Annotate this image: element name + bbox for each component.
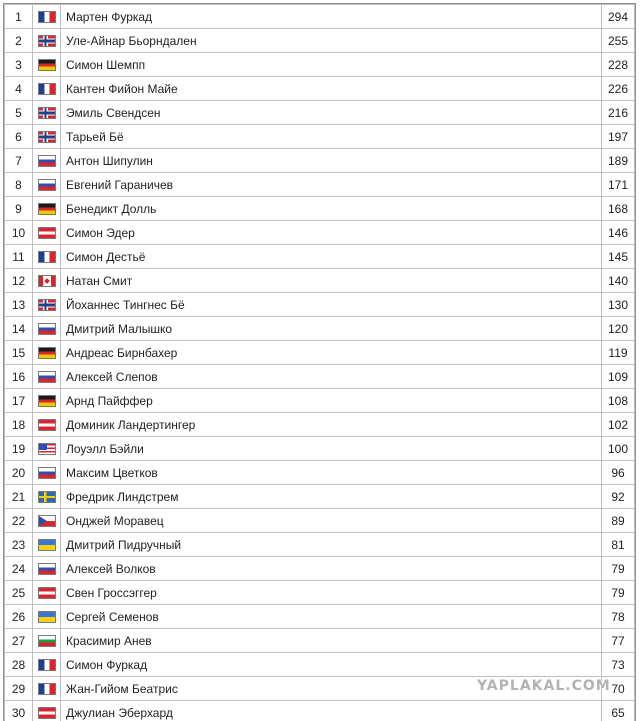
flag-russia-icon bbox=[38, 155, 56, 167]
athlete-name-cell: Свен Гроссэггер bbox=[61, 581, 602, 605]
athlete-name-cell: Уле-Айнар Бьорндален bbox=[61, 29, 602, 53]
table-row bbox=[5, 53, 635, 77]
flag-cell bbox=[33, 701, 61, 721]
rank-cell: 29 bbox=[5, 677, 33, 701]
flag-cell bbox=[33, 677, 61, 701]
flag-france-icon bbox=[38, 251, 56, 263]
flag-france-icon bbox=[38, 683, 56, 695]
athlete-name-cell: Онджей Моравец bbox=[61, 509, 602, 533]
rank-cell: 26 bbox=[5, 605, 33, 629]
flag-cell bbox=[33, 341, 61, 365]
points-cell: 65 bbox=[602, 701, 635, 721]
rank-cell: 11 bbox=[5, 245, 33, 269]
flag-cell bbox=[33, 125, 61, 149]
flag-russia-icon bbox=[38, 371, 56, 383]
rank-cell: 15 bbox=[5, 341, 33, 365]
athlete-name-cell: Эмиль Свендсен bbox=[61, 101, 602, 125]
flag-cell bbox=[33, 581, 61, 605]
site-watermark: YAPLAKAL.COM bbox=[477, 678, 611, 694]
athlete-name-cell: Симон Фуркад bbox=[61, 653, 602, 677]
flag-cell bbox=[33, 77, 61, 101]
points-cell: 168 bbox=[602, 197, 635, 221]
table-row bbox=[5, 533, 635, 557]
athlete-name-cell: Тарьей Бё bbox=[61, 125, 602, 149]
rank-cell: 21 bbox=[5, 485, 33, 509]
points-cell: 130 bbox=[602, 293, 635, 317]
rank-cell: 12 bbox=[5, 269, 33, 293]
points-cell: 216 bbox=[602, 101, 635, 125]
rank-cell: 1 bbox=[5, 5, 33, 29]
points-cell: 78 bbox=[602, 605, 635, 629]
rank-cell: 20 bbox=[5, 461, 33, 485]
rank-cell: 28 bbox=[5, 653, 33, 677]
flag-cell bbox=[33, 605, 61, 629]
points-cell: 79 bbox=[602, 581, 635, 605]
flag-usa-icon bbox=[38, 443, 56, 455]
table-row bbox=[5, 269, 635, 293]
table-row bbox=[5, 341, 635, 365]
table-row bbox=[5, 437, 635, 461]
table-row bbox=[5, 581, 635, 605]
table-row bbox=[5, 557, 635, 581]
table-row bbox=[5, 77, 635, 101]
table-row bbox=[5, 293, 635, 317]
flag-cell bbox=[33, 629, 61, 653]
flag-cell bbox=[33, 365, 61, 389]
table-row bbox=[5, 389, 635, 413]
flag-norway-icon bbox=[38, 299, 56, 311]
flag-austria-icon bbox=[38, 707, 56, 719]
table-row bbox=[5, 125, 635, 149]
flag-germany-icon bbox=[38, 59, 56, 71]
table-row bbox=[5, 101, 635, 125]
athlete-name-cell: Красимир Анев bbox=[61, 629, 602, 653]
points-cell: 146 bbox=[602, 221, 635, 245]
flag-cell bbox=[33, 221, 61, 245]
table-row bbox=[5, 365, 635, 389]
rank-cell: 6 bbox=[5, 125, 33, 149]
points-cell: 79 bbox=[602, 557, 635, 581]
points-cell: 108 bbox=[602, 389, 635, 413]
flag-france-icon bbox=[38, 659, 56, 671]
table-row bbox=[5, 149, 635, 173]
athlete-name-cell: Фредрик Линдстрем bbox=[61, 485, 602, 509]
table-row bbox=[5, 413, 635, 437]
points-cell: 100 bbox=[602, 437, 635, 461]
rank-cell: 2 bbox=[5, 29, 33, 53]
rank-cell: 14 bbox=[5, 317, 33, 341]
athlete-name-cell: Антон Шипулин bbox=[61, 149, 602, 173]
flag-cell bbox=[33, 413, 61, 437]
points-cell: 81 bbox=[602, 533, 635, 557]
flag-cell bbox=[33, 149, 61, 173]
flag-germany-icon bbox=[38, 347, 56, 359]
flag-czech-icon bbox=[38, 515, 56, 527]
flag-cell bbox=[33, 5, 61, 29]
rank-cell: 4 bbox=[5, 77, 33, 101]
points-cell: 96 bbox=[602, 461, 635, 485]
rank-cell: 13 bbox=[5, 293, 33, 317]
athlete-name-cell: Андреас Бирнбахер bbox=[61, 341, 602, 365]
athlete-name-cell: Жан-Гийом Беатрис bbox=[61, 677, 602, 701]
flag-austria-icon bbox=[38, 587, 56, 599]
table-row bbox=[5, 701, 635, 721]
points-cell: 294 bbox=[602, 5, 635, 29]
points-cell: 255 bbox=[602, 29, 635, 53]
athlete-name-cell: Симон Шемпп bbox=[61, 53, 602, 77]
flag-germany-icon bbox=[38, 395, 56, 407]
flag-cell bbox=[33, 389, 61, 413]
flag-cell bbox=[33, 269, 61, 293]
athlete-name-cell: Симон Эдер bbox=[61, 221, 602, 245]
points-cell: 197 bbox=[602, 125, 635, 149]
flag-cell bbox=[33, 173, 61, 197]
flag-cell bbox=[33, 29, 61, 53]
points-cell: 145 bbox=[602, 245, 635, 269]
rank-cell: 5 bbox=[5, 101, 33, 125]
flag-ukraine-icon bbox=[38, 611, 56, 623]
points-cell: 92 bbox=[602, 485, 635, 509]
table-row bbox=[5, 629, 635, 653]
table-row bbox=[5, 317, 635, 341]
rank-cell: 25 bbox=[5, 581, 33, 605]
flag-cell bbox=[33, 653, 61, 677]
flag-sweden-icon bbox=[38, 491, 56, 503]
flag-russia-icon bbox=[38, 563, 56, 575]
table-row bbox=[5, 29, 635, 53]
rank-cell: 3 bbox=[5, 53, 33, 77]
athlete-name-cell: Дмитрий Малышко bbox=[61, 317, 602, 341]
points-cell: 109 bbox=[602, 365, 635, 389]
flag-cell bbox=[33, 53, 61, 77]
rank-cell: 8 bbox=[5, 173, 33, 197]
rank-cell: 27 bbox=[5, 629, 33, 653]
athlete-name-cell: Доминик Ландертингер bbox=[61, 413, 602, 437]
standings-table bbox=[4, 4, 635, 721]
flag-cell bbox=[33, 245, 61, 269]
standings-table-body bbox=[5, 5, 635, 721]
athlete-name-cell: Джулиан Эберхард bbox=[61, 701, 602, 721]
rank-cell: 16 bbox=[5, 365, 33, 389]
flag-cell bbox=[33, 437, 61, 461]
table-row bbox=[5, 509, 635, 533]
points-cell: 140 bbox=[602, 269, 635, 293]
rank-cell: 9 bbox=[5, 197, 33, 221]
flag-austria-icon bbox=[38, 227, 56, 239]
athlete-name-cell: Евгений Гараничев bbox=[61, 173, 602, 197]
points-cell: 171 bbox=[602, 173, 635, 197]
table-row bbox=[5, 245, 635, 269]
points-cell: 120 bbox=[602, 317, 635, 341]
points-cell: 70 bbox=[602, 677, 635, 701]
flag-cell bbox=[33, 485, 61, 509]
flag-cell bbox=[33, 197, 61, 221]
flag-austria-icon bbox=[38, 419, 56, 431]
standings-table-container bbox=[3, 3, 636, 721]
rank-cell: 7 bbox=[5, 149, 33, 173]
rank-cell: 23 bbox=[5, 533, 33, 557]
flag-norway-icon bbox=[38, 131, 56, 143]
rank-cell: 19 bbox=[5, 437, 33, 461]
points-cell: 102 bbox=[602, 413, 635, 437]
rank-cell: 10 bbox=[5, 221, 33, 245]
table-row bbox=[5, 173, 635, 197]
athlete-name-cell: Алексей Волков bbox=[61, 557, 602, 581]
athlete-name-cell: Максим Цветков bbox=[61, 461, 602, 485]
athlete-name-cell: Сергей Семенов bbox=[61, 605, 602, 629]
points-cell: 226 bbox=[602, 77, 635, 101]
table-row bbox=[5, 605, 635, 629]
athlete-name-cell: Симон Дестьё bbox=[61, 245, 602, 269]
athlete-name-cell: Мартен Фуркад bbox=[61, 5, 602, 29]
points-cell: 73 bbox=[602, 653, 635, 677]
table-row bbox=[5, 221, 635, 245]
rank-cell: 30 bbox=[5, 701, 33, 721]
athlete-name-cell: Бенедикт Долль bbox=[61, 197, 602, 221]
flag-norway-icon bbox=[38, 107, 56, 119]
flag-germany-icon bbox=[38, 203, 56, 215]
flag-bulgaria-icon bbox=[38, 635, 56, 647]
points-cell: 89 bbox=[602, 509, 635, 533]
flag-cell bbox=[33, 461, 61, 485]
table-row bbox=[5, 5, 635, 29]
flag-canada-icon bbox=[38, 275, 56, 287]
points-cell: 119 bbox=[602, 341, 635, 365]
athlete-name-cell: Дмитрий Пидручный bbox=[61, 533, 602, 557]
flag-cell bbox=[33, 293, 61, 317]
points-cell: 189 bbox=[602, 149, 635, 173]
flag-france-icon bbox=[38, 83, 56, 95]
points-cell: 77 bbox=[602, 629, 635, 653]
rank-cell: 24 bbox=[5, 557, 33, 581]
athlete-name-cell: Йоханнес Тингнес Бё bbox=[61, 293, 602, 317]
rank-cell: 22 bbox=[5, 509, 33, 533]
flag-cell bbox=[33, 317, 61, 341]
table-row bbox=[5, 197, 635, 221]
athlete-name-cell: Арнд Пайффер bbox=[61, 389, 602, 413]
flag-cell bbox=[33, 509, 61, 533]
flag-norway-icon bbox=[38, 35, 56, 47]
flag-cell bbox=[33, 533, 61, 557]
table-row bbox=[5, 461, 635, 485]
flag-russia-icon bbox=[38, 179, 56, 191]
table-row bbox=[5, 653, 635, 677]
athlete-name-cell: Натан Смит bbox=[61, 269, 602, 293]
flag-france-icon bbox=[38, 11, 56, 23]
flag-russia-icon bbox=[38, 467, 56, 479]
flag-cell bbox=[33, 557, 61, 581]
table-row bbox=[5, 485, 635, 509]
rank-cell: 18 bbox=[5, 413, 33, 437]
points-cell: 228 bbox=[602, 53, 635, 77]
flag-ukraine-icon bbox=[38, 539, 56, 551]
flag-cell bbox=[33, 101, 61, 125]
rank-cell: 17 bbox=[5, 389, 33, 413]
flag-russia-icon bbox=[38, 323, 56, 335]
athlete-name-cell: Алексей Слепов bbox=[61, 365, 602, 389]
athlete-name-cell: Лоуэлл Бэйли bbox=[61, 437, 602, 461]
athlete-name-cell: Кантен Фийон Майе bbox=[61, 77, 602, 101]
